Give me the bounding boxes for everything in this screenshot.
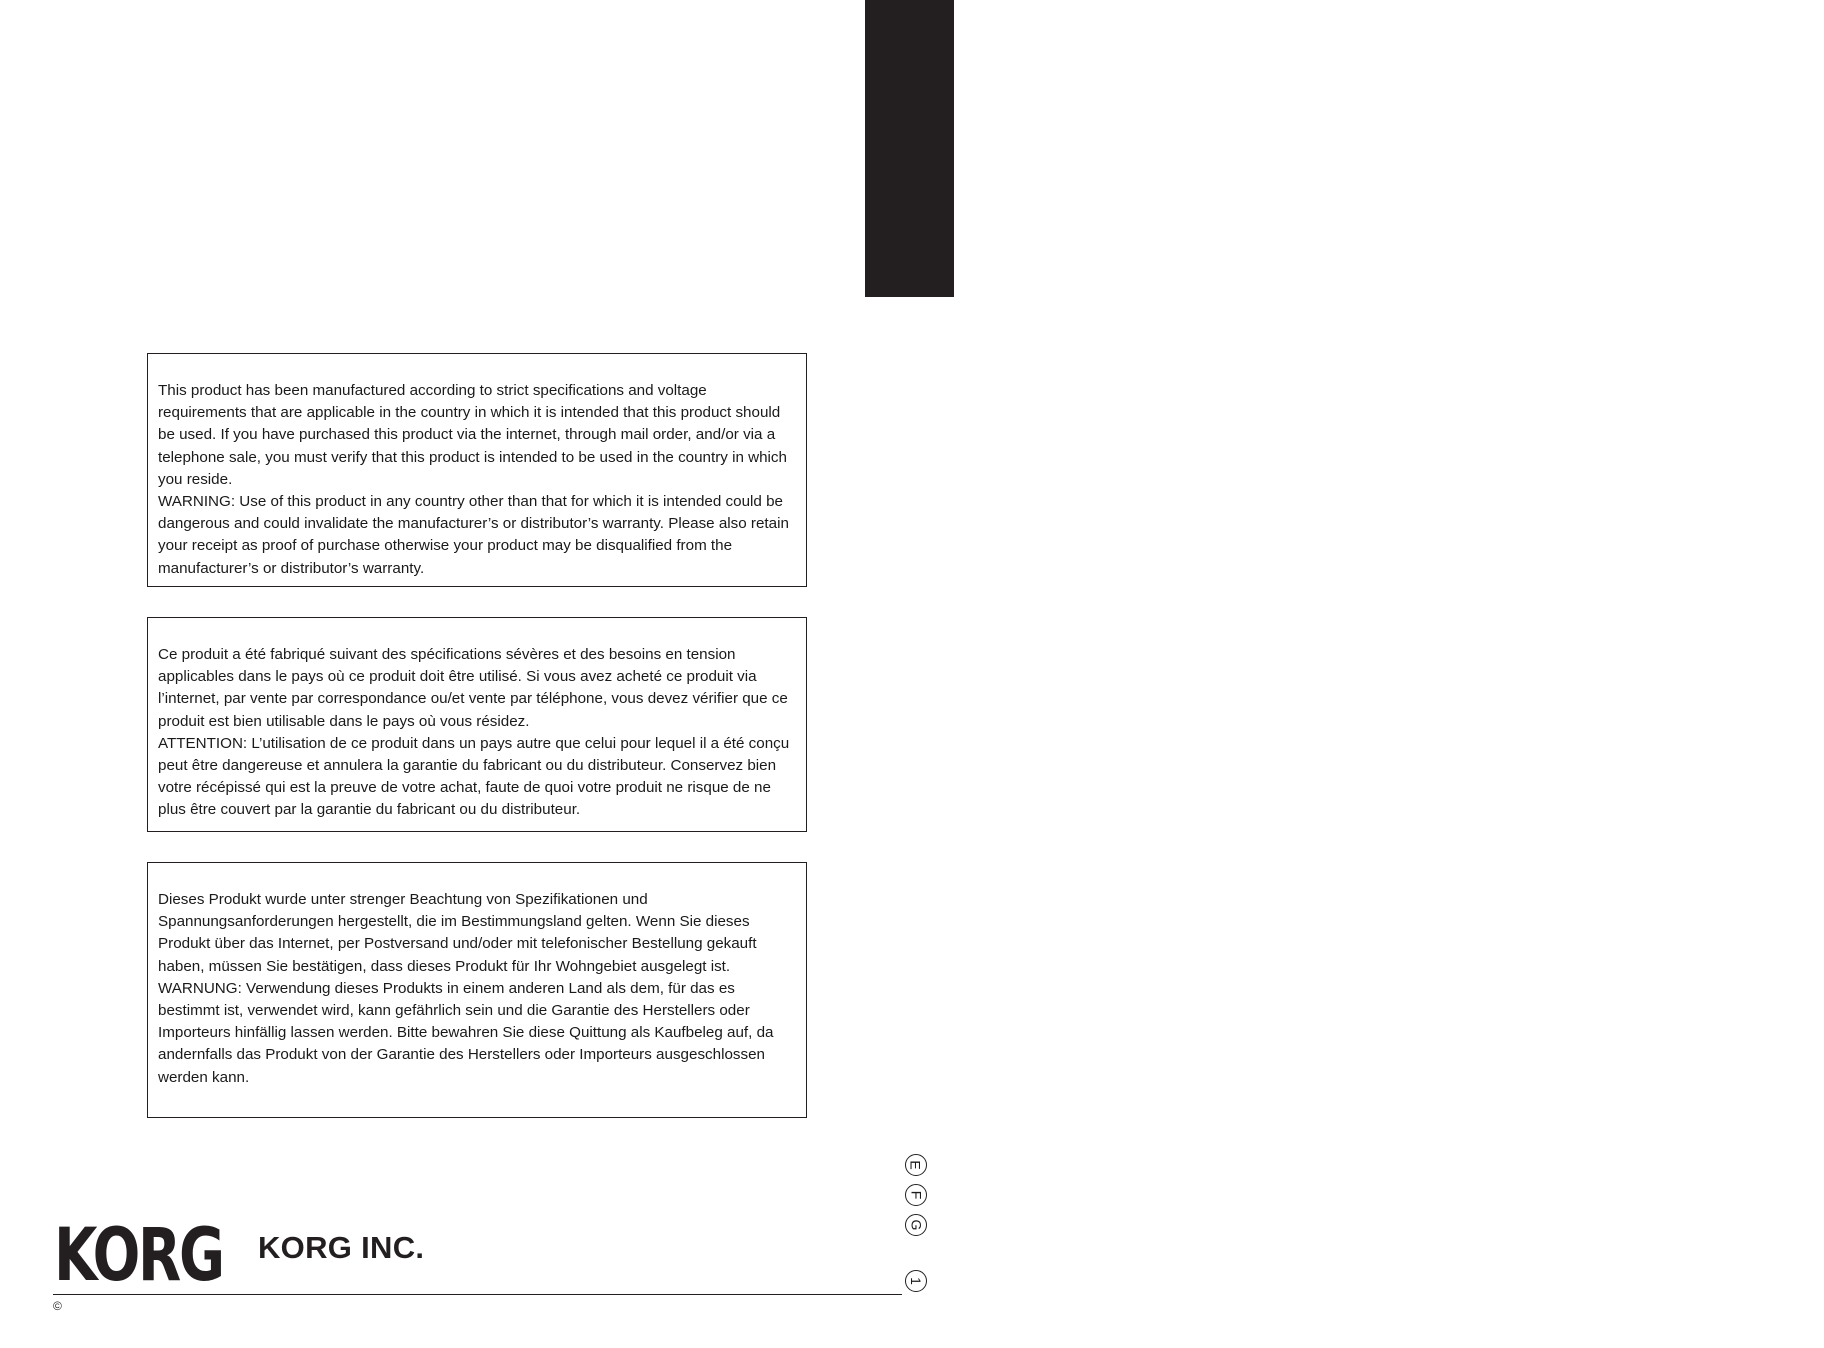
notice-french: [147, 617, 807, 832]
side-tab: [865, 0, 1824, 297]
notice-warning: ATTENTION: L’utilisation de ce produit dans un pays autre que celui pour lequel il a été conçu peut être dangereuse et annulera la garantie du fabricant ou du distributeur. Conservez bien votre récépissé qui est la preuve de votre achat, faute de quoi votre produit ne risque de ne plus être couvert par la garantie du fabricant ou du distributeur.: [158, 734, 790, 819]
copyright-symbol: ©: [53, 1299, 62, 1313]
notice-warning: WARNING: Use of this product in any country other than that for which it is intended could be dangerous and could invalidate the manufacturer’s or distributor’s warranty. Please also retain your receipt as proof of purchase otherwise your product may be disqualified from the manufacturer’s or distributor’s warranty.: [158, 493, 789, 577]
language-code-g: G: [905, 1214, 927, 1236]
notice-warning: WARNUNG: Verwendung dieses Produkts in einem anderen Land als dem, für das es bestimmt ist, verwendet wird, kann gefährlich sein und die Garantie des Herstellers oder Importeurs hinfällig lassen werden. Bitte bewahren Sie diese Quittung als Kaufbeleg auf, da andernfalls das Produkt von der Garantie des Herstellers oder Importeurs ausgeschlossen werden kann.: [158, 979, 774, 1086]
notice-paragraph: This product has been manufactured according to strict specifications and voltage requirements that are applicable in the country in which it is intended that this product should be used. If you have purchased this product via the internet, through mail order, and/or via a telephone sale, you must verify that this product is intended to be used in the country in which you reside.: [158, 382, 787, 488]
company-name: KORG INC.: [258, 1230, 425, 1265]
page-number: 1: [905, 1270, 927, 1292]
model-subtitle: MOBILE MONITOR AMPLIFIER: [1747, 60, 1757, 235]
language-code-f: F: [905, 1184, 927, 1206]
language-codes: [905, 1154, 929, 1244]
notice-english: [147, 353, 807, 587]
korg-logo: KORG: [54, 1211, 223, 1298]
notice-paragraph: Ce produit a été fabriqué suivant des spécifications sévères et des besoins en tension applicables dans le pays où ce produit doit être utilisé. Si vous avez acheté ce produit via l’internet, par vente par correspondance ou/et vente par téléphone, vous devez vérifier que ce produit est bien utilisable dans le pays où vous résidez.: [158, 646, 788, 730]
language-code-e: E: [905, 1154, 927, 1176]
notice-paragraph: Dieses Produkt wurde unter strenger Beachtung von Spezifikationen und Spannungsanforderungen hergestellt, die im Bestimmungsland gelten. Wenn Sie dieses Produkt über das Internet, per Postversand und/oder mit telefonischer Bestellung gekauft haben, müssen Sie bestätigen, dass dieses Produkt für Ihr Wohngebiet ausgelegt ist.: [158, 891, 757, 975]
model-name: MMA130: [1775, 60, 1824, 245]
notice-german: [147, 862, 807, 1118]
footer-rule: [53, 1294, 902, 1295]
